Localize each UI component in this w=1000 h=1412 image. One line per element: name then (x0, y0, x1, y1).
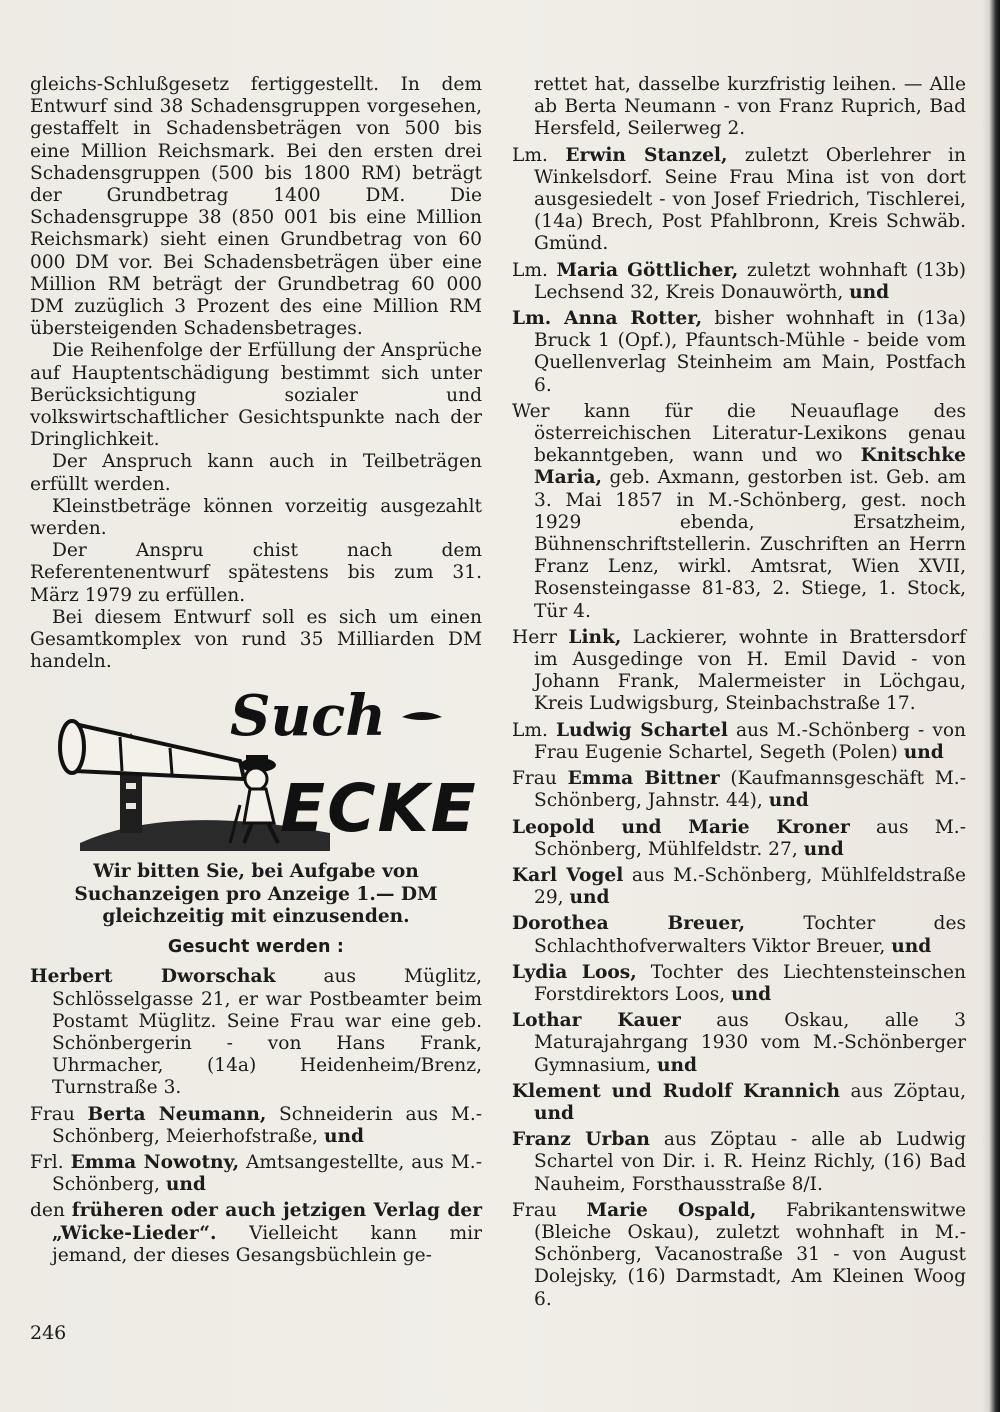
search-entry: Lothar Kauer aus Oskau, alle 3 Maturajahrgang 1930 vom M.-Schönberger Gymnasium, und (512, 1010, 966, 1076)
right-column (512, 74, 966, 1315)
search-entry: Frau Marie Ospald, Fabrikantenswitwe (Bleiche Oskau), zuletzt wohnhaft in M.-Schönberg, Vacanostraße 31 - von August Dolejsky, (16) Darmstadt, Am Kleinen Woog 6. (512, 1199, 967, 1310)
search-entry: Karl Vogel aus M.-Schönberg, Mühlfeldstraße 29, und (512, 864, 966, 909)
notice-text: Wir bitten Sie, bei Aufgabe von Suchanzeigen pro Anzeige 1.— DM gleichzeitig mit einzusenden. (74, 861, 438, 927)
search-entry: den früheren oder auch jetzigen Verlag der „Wicke-Lieder“. Vielleicht kann mir jemand, der dieses Gesangsbüchlein ge- (30, 1200, 483, 1266)
page-number: 246 (30, 1322, 67, 1344)
search-entry: Franz Urban aus Zöptau - alle ab Ludwig Schartel von Dir. i. R. Heinz Richly, (16) Bad Nauheim, Forsthausstraße 8/I. (512, 1129, 966, 1195)
article-paragraph: Die Reihenfolge der Erfüllung der Ansprüche auf Hauptentschädigung bestimmt sich unter Berücksichtigung sozialer und volkswirtschaftlicher Gesichtspunkte nach der Dringlichkeit. (30, 340, 482, 451)
left-column (30, 74, 482, 1271)
article-paragraph: gleichs-Schlußgesetz fertiggestellt. In dem Entwurf sind 38 Schadensgruppen vorgesehen, gestaffelt in Schadensbeträgen von 500 bis eine Million Reichsmark. Bei den ersten drei Schadensgruppen (500 bis 1800 RM) beträgt der Grundbetrag 1400 DM. Die Schadensgruppe 38 (850 001 bis eine Million Reichsmark) sieht einen Grundbetrag von 60 000 DM vor. Bei Schadensbeträgen über eine Million RM beträgt der Grundbetrag 60 000 DM zuzüglich 3 Prozent des eine Million RM übersteigenden Schadensbetrages. (30, 74, 482, 340)
search-entry: Lm. Erwin Stanzel, zuletzt Oberlehrer in Winkelsdorf. Seine Frau Mina ist von dort ausgesiedelt - von Josef Friedrich, Tischlerei, (14a) Brech, Post Pfahlbronn, Kreis Schwäb. Gmünd. (512, 144, 966, 255)
search-entry: Lm. Anna Rotter, bisher wohnhaft in (13a) Bruck 1 (Opf.), Pfauntsch-Mühle - beide vom Quellenverlag Steinheim am Main, Postfach 6. (512, 308, 966, 396)
article-paragraph: Bei diesem Entwurf soll es sich um einen Gesamtkomplex von rund 35 Milliarden DM handeln. (30, 606, 482, 673)
article-paragraph: Der Anspruch kann auch in Teilbeträgen erfüllt werden. (30, 451, 482, 495)
search-entry: Herr Link, Lackierer, wohnte in Brattersdorf im Ausgedinge von H. Emil David - von Johann Frank, Malermeister in Löchgau, Kreis Ludwigsburg, Steinbachstraße 17. (512, 626, 966, 715)
logo-word-ecke: ECKE (280, 770, 478, 848)
search-entry: Klement und Rudolf Krannich aus Zöptau, und (512, 1080, 966, 1124)
search-entry: Leopold und Marie Kroner aus M.-Schönberg, Mühlfeldstr. 27, und (512, 816, 966, 860)
search-entry: Lm. Ludwig Schartel aus M.-Schönberg - von Frau Eugenie Schartel, Segeth (Polen) und (512, 719, 966, 763)
search-entry: Dorothea Breuer, Tochter des Schlachthofverwalters Viktor Breuer, und (512, 913, 966, 957)
search-entry: Lydia Loos, Tochter des Liechtensteinschen Forstdirektors Loos, und (512, 961, 966, 1005)
search-entry: Herbert Dworschak aus Müglitz, Schlösselgasse 21, er war Postbeamter beim Postamt Müglitz. Seine Frau war eine geb. Schönbergerin - von Hans Frank, Uhrmacher, (14a) Heidenheim/Brenz, Turnstraße 3. (30, 966, 482, 1099)
search-entry: Frau Emma Bittner (Kaufmannsgeschäft M.-Schönberg, Jahnstr. 44), und (512, 768, 966, 812)
search-entry: Lm. Maria Göttlicher, zuletzt wohnhaft (13b) Lechsend 32, Kreis Donauwörth, und (512, 259, 966, 303)
search-entry: Frau Berta Neumann, Schneiderin aus M.-Schönberg, Meierhofstraße, und (30, 1103, 483, 1147)
section-heading: Gesucht werden : (167, 937, 345, 958)
search-entry: Frl. Emma Nowotny, Amtsangestellte, aus M.-Schönberg, und (30, 1151, 482, 1196)
such-ecke-logo (30, 683, 482, 851)
logo-word-such: Such (230, 683, 386, 750)
such-ecke-illustration (30, 683, 482, 851)
search-entry: Wer kann für die Neuauflage des österreichischen Literatur-Lexikons genau bekanntgeben, wann und wo Knitschke Maria, geb. Axmann, gestorben ist. Geb. am 3. Mai 1857 in M.-Schönberg, gest. noch 1929 ebenda, Ersatzheim, Bühnenschriftstellerin. Zuschriften an Herrn Franz Lenz, wirkl. Amtsrat, Wien XVII, Rosensteingasse 81-83, 2. Stiege, 1. Stock, Tür 4. (512, 400, 966, 622)
article-paragraph: Kleinstbeträge können vorzeitig ausgezahlt werden. (30, 495, 482, 540)
left-entries (30, 966, 482, 1267)
page-edge-shadow (982, 0, 1000, 1412)
article-paragraph: Der Anspru chist nach dem Referentenentwurf spätestens bis zum 31. März 1979 zu erfüllen. (30, 540, 482, 606)
continuation-text: rettet hat, dasselbe kurzfristig leihen. — Alle ab Berta Neumann - von Franz Ruprich, Bad Hersfeld, Seilerweg 2. (534, 74, 966, 140)
